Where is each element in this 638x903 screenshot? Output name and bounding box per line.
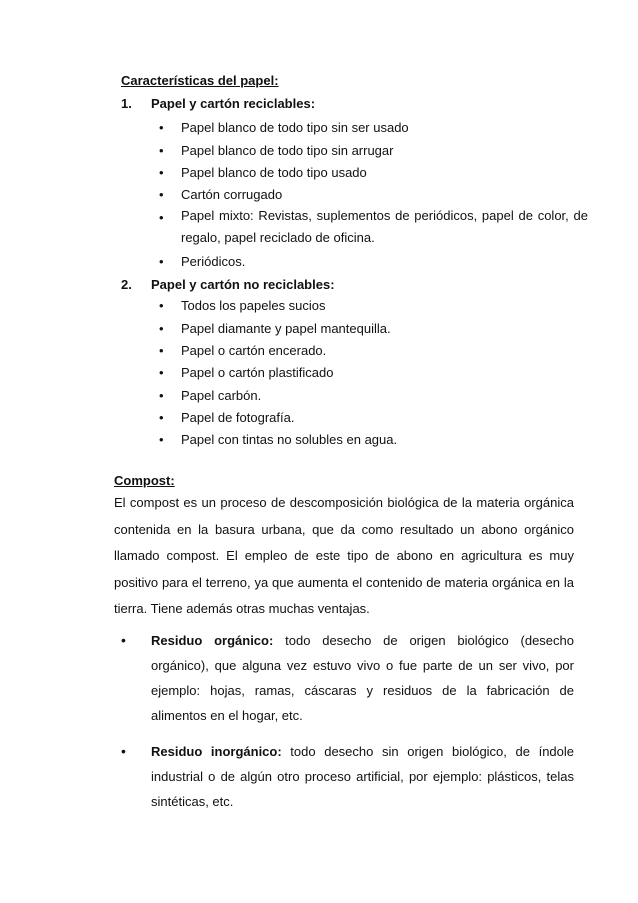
bullet: • xyxy=(159,321,164,336)
list-item: Papel o cartón encerado. xyxy=(181,343,327,358)
bullet: • xyxy=(159,120,164,135)
list-number-1: 1. xyxy=(121,96,132,111)
bullet: • xyxy=(159,298,164,313)
definition-term: Residuo inorgánico: xyxy=(151,744,282,759)
bullet: • xyxy=(159,187,164,202)
bullet: • xyxy=(121,632,126,648)
bullet: • xyxy=(121,743,126,759)
recyclable-title: Papel y cartón reciclables: xyxy=(151,96,316,111)
bullet: • xyxy=(159,254,164,269)
bullet: • xyxy=(159,365,164,380)
definition-inorganic xyxy=(151,739,574,814)
paper-characteristics-heading: Características del papel: xyxy=(121,73,279,88)
list-item: Papel o cartón plastificado xyxy=(181,365,334,380)
definition-organic xyxy=(151,628,574,728)
non-recyclable-title: Papel y cartón no reciclables: xyxy=(151,277,335,292)
list-item: Todos los papeles sucios xyxy=(181,298,326,313)
list-item: Papel blanco de todo tipo sin arrugar xyxy=(181,143,394,158)
compost-paragraph: El compost es un proceso de descomposición biológica de la materia orgánica contenida en la basura urbana, que da como resultado un abono orgánico llamado compost. El empleo de este tipo de abono en agricultura es muy positivo para el terreno, ya que aumenta el contenido de materia orgánica en la tierra. Tiene además otras muchas ventajas. xyxy=(114,495,574,616)
list-item: Cartón corrugado xyxy=(181,187,283,202)
bullet: • xyxy=(159,343,164,358)
list-item: Papel de fotografía. xyxy=(181,410,295,425)
compost-heading: Compost: xyxy=(114,473,175,488)
bullet: • xyxy=(159,388,164,403)
definition-text: todo desecho sin origen biológico, de índole industrial o de algún otro proceso artificial, por ejemplo: plásticos, telas sintéticas, etc. xyxy=(151,744,575,809)
definition-term: Residuo orgánico: xyxy=(151,633,274,648)
list-item: Papel blanco de todo tipo sin ser usado xyxy=(181,120,409,135)
definition-text: todo desecho de origen biológico (desecho orgánico), que alguna vez estuvo vivo o fue parte de un ser vivo, por ejemplo: hojas, ramas, cáscaras y residuos de la fabricación de alimentos en el hogar, etc. xyxy=(151,633,574,723)
bullet: • xyxy=(159,210,164,225)
list-item: Periódicos. xyxy=(181,254,246,269)
bullet: • xyxy=(159,165,164,180)
list-item: Papel carbón. xyxy=(181,388,262,403)
bullet: • xyxy=(159,143,164,158)
bullet: • xyxy=(159,410,164,425)
list-number-2: 2. xyxy=(121,277,132,292)
bullet: • xyxy=(159,432,164,447)
list-item: Papel blanco de todo tipo usado xyxy=(181,165,367,180)
list-item: Papel mixto: Revistas, suplementos de periódicos, papel de color, de regalo, papel reciclado de oficina. xyxy=(181,208,588,245)
list-item: Papel con tintas no solubles en agua. xyxy=(181,432,398,447)
list-item: Papel diamante y papel mantequilla. xyxy=(181,321,391,336)
